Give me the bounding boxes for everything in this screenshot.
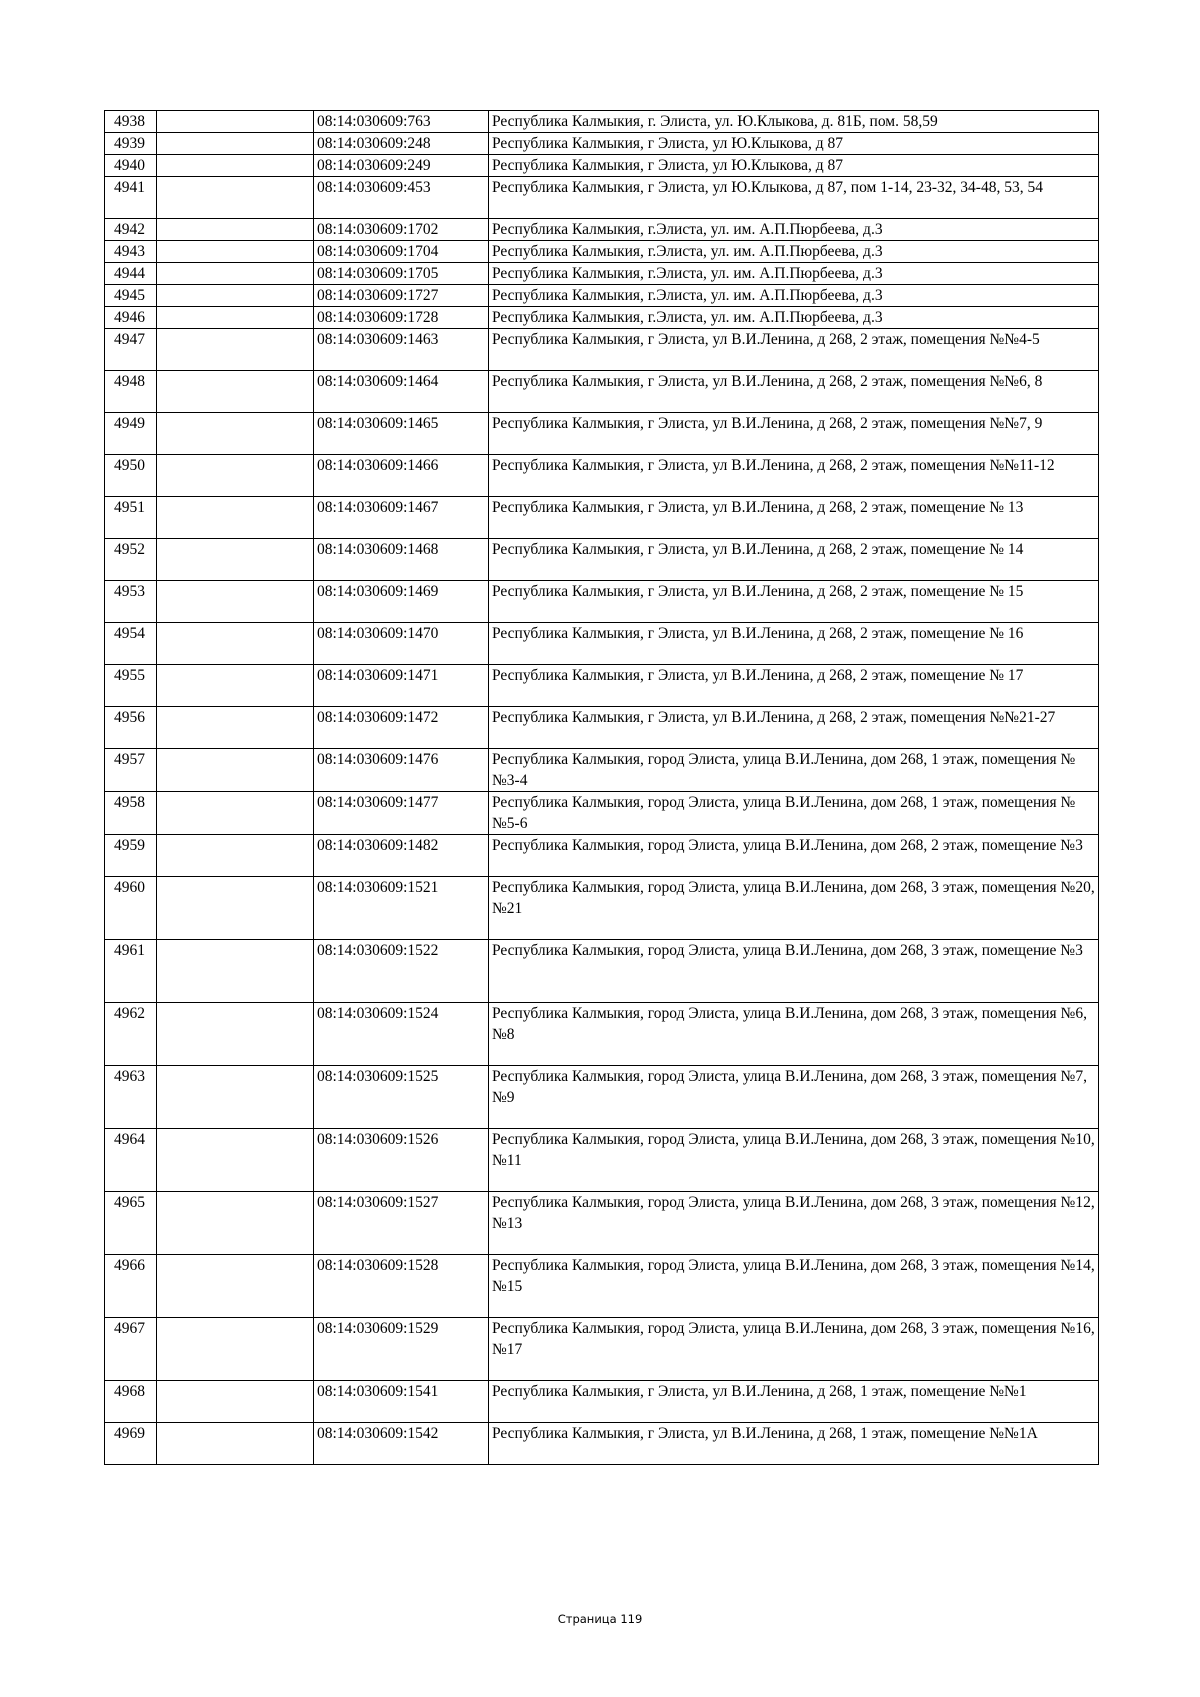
empty-cell [157, 241, 314, 263]
cadastral-number-cell: 08:14:030609:1727 [314, 285, 489, 307]
cadastral-number-cell: 08:14:030609:249 [314, 155, 489, 177]
row-number-cell: 4959 [105, 835, 157, 877]
empty-cell [157, 623, 314, 665]
cadastral-number-cell: 08:14:030609:1466 [314, 455, 489, 497]
table-row [105, 413, 1099, 455]
empty-cell [157, 111, 314, 133]
table-row [105, 1318, 1099, 1381]
row-number-cell: 4962 [105, 1003, 157, 1066]
address-cell: Республика Калмыкия, г.Элиста, ул. им. А.П.Пюрбеева, д.3 [489, 241, 1099, 263]
empty-cell [157, 665, 314, 707]
cadastral-number-cell: 08:14:030609:1476 [314, 749, 489, 792]
address-cell: Республика Калмыкия, город Элиста, улица В.И.Ленина, дом 268, 3 этаж, помещения №20, №21 [489, 877, 1099, 940]
address-cell: Республика Калмыкия, г Элиста, ул В.И.Ленина, д 268, 1 этаж, помещение №№1А [489, 1423, 1099, 1465]
cadastral-number-cell: 08:14:030609:453 [314, 177, 489, 219]
empty-cell [157, 285, 314, 307]
address-cell: Республика Калмыкия, город Элиста, улица В.И.Ленина, дом 268, 3 этаж, помещения №10, №11 [489, 1129, 1099, 1192]
row-number-cell: 4956 [105, 707, 157, 749]
empty-cell [157, 581, 314, 623]
table-row [105, 1255, 1099, 1318]
cadastral-number-cell: 08:14:030609:1524 [314, 1003, 489, 1066]
row-number-cell: 4963 [105, 1066, 157, 1129]
table-row [105, 940, 1099, 1003]
property-table-body [105, 111, 1099, 1465]
cadastral-number-cell: 08:14:030609:1477 [314, 792, 489, 835]
row-number-cell: 4944 [105, 263, 157, 285]
table-row [105, 1381, 1099, 1423]
table-row [105, 792, 1099, 835]
cadastral-number-cell: 08:14:030609:1470 [314, 623, 489, 665]
cadastral-number-cell: 08:14:030609:1469 [314, 581, 489, 623]
row-number-cell: 4961 [105, 940, 157, 1003]
address-cell: Республика Калмыкия, г Элиста, ул В.И.Ленина, д 268, 2 этаж, помещение № 13 [489, 497, 1099, 539]
cadastral-number-cell: 08:14:030609:1526 [314, 1129, 489, 1192]
cadastral-number-cell: 08:14:030609:1521 [314, 877, 489, 940]
empty-cell [157, 1255, 314, 1318]
empty-cell [157, 413, 314, 455]
row-number-cell: 4952 [105, 539, 157, 581]
row-number-cell: 4954 [105, 623, 157, 665]
address-cell: Республика Калмыкия, г Элиста, ул В.И.Ленина, д 268, 2 этаж, помещение № 17 [489, 665, 1099, 707]
address-cell: Республика Калмыкия, г Элиста, ул В.И.Ленина, д 268, 2 этаж, помещения №№21-27 [489, 707, 1099, 749]
empty-cell [157, 1003, 314, 1066]
cadastral-number-cell: 08:14:030609:1704 [314, 241, 489, 263]
table-row [105, 497, 1099, 539]
row-number-cell: 4946 [105, 307, 157, 329]
empty-cell [157, 1129, 314, 1192]
empty-cell [157, 1066, 314, 1129]
address-cell: Республика Калмыкия, город Элиста, улица В.И.Ленина, дом 268, 3 этаж, помещение №3 [489, 940, 1099, 1003]
empty-cell [157, 133, 314, 155]
table-row [105, 1423, 1099, 1465]
empty-cell [157, 749, 314, 792]
cadastral-number-cell: 08:14:030609:1702 [314, 219, 489, 241]
row-number-cell: 4968 [105, 1381, 157, 1423]
address-cell: Республика Калмыкия, город Элиста, улица В.И.Ленина, дом 268, 1 этаж, помещения №№3-4 [489, 749, 1099, 792]
empty-cell [157, 371, 314, 413]
row-number-cell: 4940 [105, 155, 157, 177]
empty-cell [157, 263, 314, 285]
address-cell: Республика Калмыкия, город Элиста, улица В.И.Ленина, дом 268, 3 этаж, помещения №16, №17 [489, 1318, 1099, 1381]
cadastral-number-cell: 08:14:030609:1472 [314, 707, 489, 749]
address-cell: Республика Калмыкия, г Элиста, ул В.И.Ленина, д 268, 2 этаж, помещения №№11-12 [489, 455, 1099, 497]
table-row [105, 285, 1099, 307]
address-cell: Республика Калмыкия, г Элиста, ул В.И.Ленина, д 268, 1 этаж, помещение №№1 [489, 1381, 1099, 1423]
table-row [105, 665, 1099, 707]
row-number-cell: 4947 [105, 329, 157, 371]
address-cell: Республика Калмыкия, г. Элиста, ул. Ю.Клыкова, д. 81Б, пом. 58,59 [489, 111, 1099, 133]
empty-cell [157, 1318, 314, 1381]
cadastral-number-cell: 08:14:030609:1471 [314, 665, 489, 707]
empty-cell [157, 329, 314, 371]
cadastral-number-cell: 08:14:030609:1541 [314, 1381, 489, 1423]
row-number-cell: 4948 [105, 371, 157, 413]
table-row [105, 177, 1099, 219]
row-number-cell: 4958 [105, 792, 157, 835]
address-cell: Республика Калмыкия, г.Элиста, ул. им. А.П.Пюрбеева, д.3 [489, 219, 1099, 241]
empty-cell [157, 539, 314, 581]
address-cell: Республика Калмыкия, г Элиста, ул В.И.Ленина, д 268, 2 этаж, помещение № 16 [489, 623, 1099, 665]
address-cell: Республика Калмыкия, г Элиста, ул Ю.Клыкова, д 87, пом 1-14, 23-32, 34-48, 53, 54 [489, 177, 1099, 219]
cadastral-number-cell: 08:14:030609:1529 [314, 1318, 489, 1381]
row-number-cell: 4969 [105, 1423, 157, 1465]
table-row [105, 1129, 1099, 1192]
cadastral-number-cell: 08:14:030609:1465 [314, 413, 489, 455]
row-number-cell: 4949 [105, 413, 157, 455]
empty-cell [157, 792, 314, 835]
table-row [105, 707, 1099, 749]
row-number-cell: 4939 [105, 133, 157, 155]
row-number-cell: 4965 [105, 1192, 157, 1255]
row-number-cell: 4955 [105, 665, 157, 707]
address-cell: Республика Калмыкия, город Элиста, улица В.И.Ленина, дом 268, 3 этаж, помещения №14, №15 [489, 1255, 1099, 1318]
page-number: Страница 119 [557, 1612, 643, 1626]
empty-cell [157, 155, 314, 177]
address-cell: Республика Калмыкия, г.Элиста, ул. им. А.П.Пюрбеева, д.3 [489, 285, 1099, 307]
cadastral-number-cell: 08:14:030609:1527 [314, 1192, 489, 1255]
address-cell: Республика Калмыкия, г Элиста, ул В.И.Ленина, д 268, 2 этаж, помещения №№6, 8 [489, 371, 1099, 413]
empty-cell [157, 219, 314, 241]
cadastral-number-cell: 08:14:030609:1528 [314, 1255, 489, 1318]
table-row [105, 307, 1099, 329]
address-cell: Республика Калмыкия, г Элиста, ул В.И.Ленина, д 268, 2 этаж, помещения №№4-5 [489, 329, 1099, 371]
table-row [105, 581, 1099, 623]
address-cell: Республика Калмыкия, город Элиста, улица В.И.Ленина, дом 268, 3 этаж, помещения №6, №8 [489, 1003, 1099, 1066]
cadastral-number-cell: 08:14:030609:1728 [314, 307, 489, 329]
empty-cell [157, 1423, 314, 1465]
row-number-cell: 4950 [105, 455, 157, 497]
empty-cell [157, 177, 314, 219]
row-number-cell: 4951 [105, 497, 157, 539]
table-row [105, 263, 1099, 285]
cadastral-number-cell: 08:14:030609:1468 [314, 539, 489, 581]
empty-cell [157, 497, 314, 539]
empty-cell [157, 1192, 314, 1255]
cadastral-number-cell: 08:14:030609:1463 [314, 329, 489, 371]
empty-cell [157, 707, 314, 749]
address-cell: Республика Калмыкия, г Элиста, ул В.И.Ленина, д 268, 2 этаж, помещение № 14 [489, 539, 1099, 581]
row-number-cell: 4966 [105, 1255, 157, 1318]
cadastral-number-cell: 08:14:030609:1542 [314, 1423, 489, 1465]
row-number-cell: 4943 [105, 241, 157, 263]
empty-cell [157, 835, 314, 877]
cadastral-number-cell: 08:14:030609:1705 [314, 263, 489, 285]
address-cell: Республика Калмыкия, город Элиста, улица В.И.Ленина, дом 268, 1 этаж, помещения №№5-6 [489, 792, 1099, 835]
table-row [105, 1003, 1099, 1066]
row-number-cell: 4938 [105, 111, 157, 133]
cadastral-number-cell: 08:14:030609:1525 [314, 1066, 489, 1129]
table-row [105, 111, 1099, 133]
cadastral-number-cell: 08:14:030609:1522 [314, 940, 489, 1003]
table-row [105, 133, 1099, 155]
empty-cell [157, 307, 314, 329]
table-row [105, 1066, 1099, 1129]
row-number-cell: 4953 [105, 581, 157, 623]
address-cell: Республика Калмыкия, город Элиста, улица В.И.Ленина, дом 268, 3 этаж, помещения №7, №9 [489, 1066, 1099, 1129]
table-row [105, 329, 1099, 371]
cadastral-number-cell: 08:14:030609:248 [314, 133, 489, 155]
table-row [105, 155, 1099, 177]
cadastral-number-cell: 08:14:030609:1482 [314, 835, 489, 877]
address-cell: Республика Калмыкия, г Элиста, ул В.И.Ленина, д 268, 2 этаж, помещение № 15 [489, 581, 1099, 623]
address-cell: Республика Калмыкия, г.Элиста, ул. им. А.П.Пюрбеева, д.3 [489, 307, 1099, 329]
row-number-cell: 4945 [105, 285, 157, 307]
row-number-cell: 4941 [105, 177, 157, 219]
table-row [105, 877, 1099, 940]
cadastral-number-cell: 08:14:030609:763 [314, 111, 489, 133]
address-cell: Республика Калмыкия, г Элиста, ул Ю.Клыкова, д 87 [489, 133, 1099, 155]
address-cell: Республика Калмыкия, г.Элиста, ул. им. А.П.Пюрбеева, д.3 [489, 263, 1099, 285]
table-row [105, 241, 1099, 263]
row-number-cell: 4942 [105, 219, 157, 241]
cadastral-number-cell: 08:14:030609:1467 [314, 497, 489, 539]
table-row [105, 219, 1099, 241]
table-row [105, 371, 1099, 413]
table-row [105, 835, 1099, 877]
row-number-cell: 4964 [105, 1129, 157, 1192]
table-row [105, 623, 1099, 665]
empty-cell [157, 940, 314, 1003]
address-cell: Республика Калмыкия, город Элиста, улица В.И.Ленина, дом 268, 2 этаж, помещение №3 [489, 835, 1099, 877]
address-cell: Республика Калмыкия, город Элиста, улица В.И.Ленина, дом 268, 3 этаж, помещения №12, №13 [489, 1192, 1099, 1255]
empty-cell [157, 1381, 314, 1423]
table-row [105, 749, 1099, 792]
cadastral-number-cell: 08:14:030609:1464 [314, 371, 489, 413]
address-cell: Республика Калмыкия, г Элиста, ул В.И.Ленина, д 268, 2 этаж, помещения №№7, 9 [489, 413, 1099, 455]
row-number-cell: 4967 [105, 1318, 157, 1381]
empty-cell [157, 877, 314, 940]
row-number-cell: 4957 [105, 749, 157, 792]
address-cell: Республика Калмыкия, г Элиста, ул Ю.Клыкова, д 87 [489, 155, 1099, 177]
table-row [105, 1192, 1099, 1255]
table-row [105, 455, 1099, 497]
property-table [104, 110, 1099, 1465]
empty-cell [157, 455, 314, 497]
table-row [105, 539, 1099, 581]
row-number-cell: 4960 [105, 877, 157, 940]
